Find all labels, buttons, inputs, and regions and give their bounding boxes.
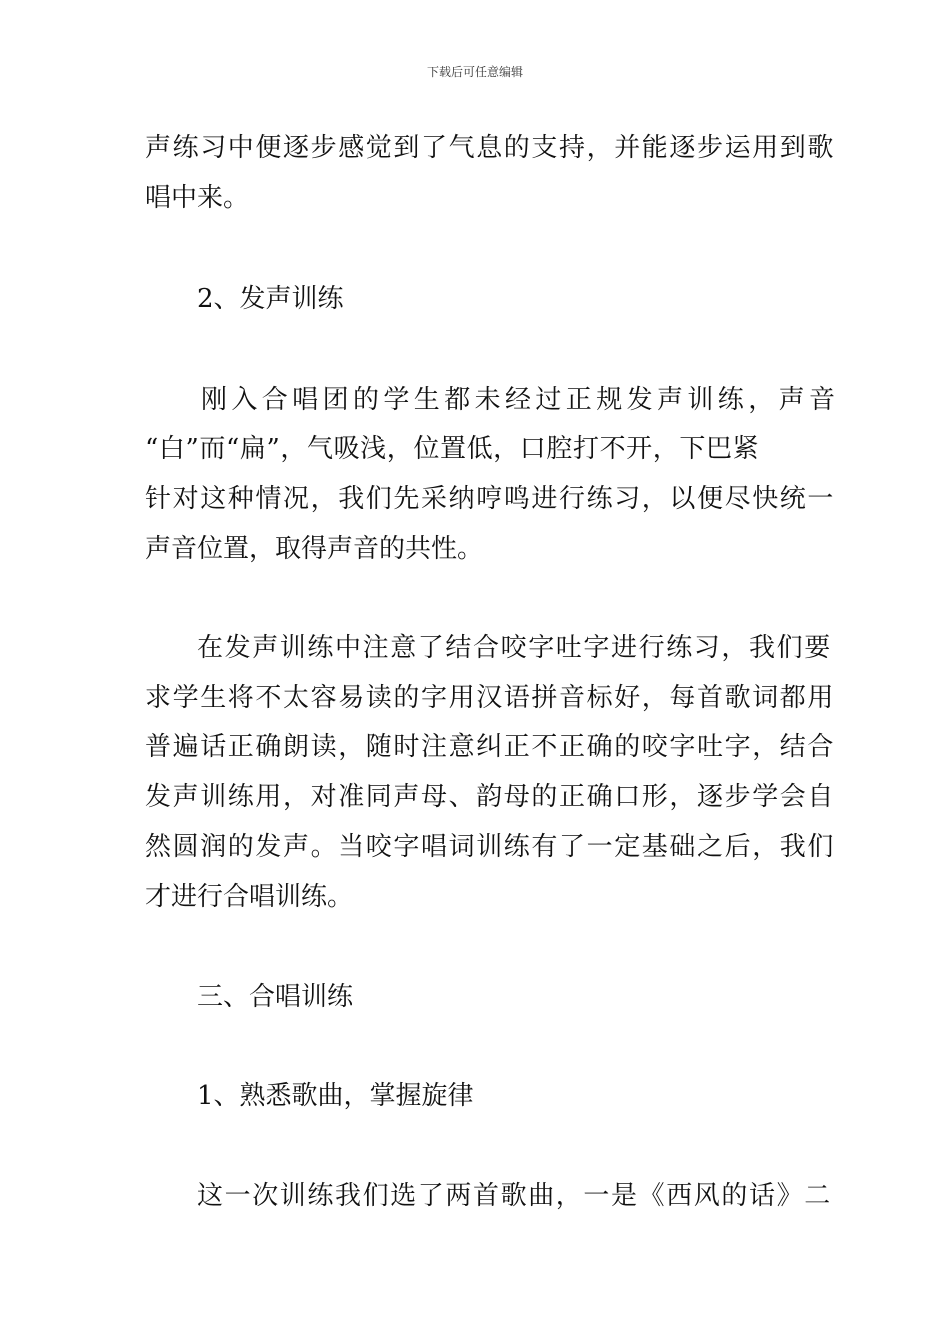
section-heading: 三、合唱训练 <box>197 982 354 1012</box>
section-heading: 1、熟悉歌曲，掌握旋律 <box>197 1081 474 1111</box>
body-line: “白”而“扁”，气吸浅，位置低，口腔打不开，下巴紧 <box>145 434 760 464</box>
body-line: 求学生将不太容易读的字用汉语拼音标好，每首歌词都用 <box>145 683 836 713</box>
body-line: 针对这种情况，我们先采纳哼鸣进行练习，以便尽快统一 <box>145 484 836 514</box>
body-line: 在发声训练中注意了结合咬字吐字进行练习，我们要 <box>197 633 832 663</box>
body-line: 发声训练用，对准同声母、韵母的正确口形，逐步学会自 <box>145 782 836 812</box>
page-header: 下载后可任意编辑 <box>426 65 523 79</box>
body-line: 刚入合唱团的学生都未经过正规发声训练，声音 <box>201 385 840 415</box>
body-line: 然圆润的发声。当咬字唱词训练有了一定基础之后，我们 <box>145 832 836 862</box>
body-line: 声练习中便逐步感觉到了气息的支持，并能逐步运用到歌 <box>145 133 836 163</box>
section-heading: 2、发声训练 <box>197 284 344 314</box>
body-line: 唱中来。 <box>145 183 250 213</box>
body-line: 声音位置，取得声音的共性。 <box>145 534 484 564</box>
body-line: 这一次训练我们选了两首歌曲，一是《西风的话》二 <box>197 1181 832 1211</box>
body-line: 普遍话正确朗读，随时注意纠正不正确的咬字吐字，结合 <box>145 732 836 762</box>
body-line: 才进行合唱训练。 <box>145 882 354 912</box>
